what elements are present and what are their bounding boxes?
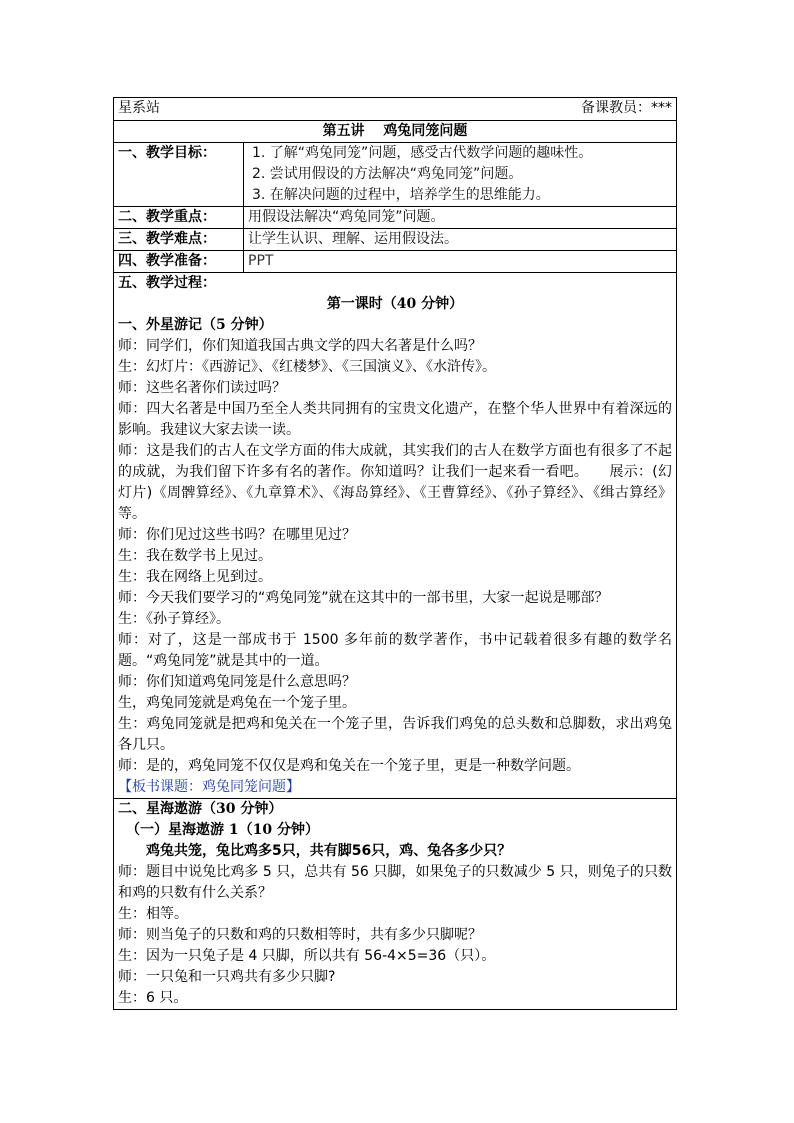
dialogue-line: 师：今天我们要学习的“鸡兔同笼”就在这其中的一部书里，大家一起说是哪部？ — [118, 590, 609, 606]
key-label: 二、教学重点： — [114, 207, 244, 229]
dialogue-line: 师：这些名著你们读过吗？ — [118, 380, 286, 396]
prep-label: 四、教学准备： — [114, 251, 244, 273]
dialogue-line: 生：因为一只兔子是 4 只脚，所以共有 56-4×5=36（只）。 — [118, 948, 496, 964]
dialogue-line: 生：6 只。 — [118, 990, 188, 1006]
goals-row — [114, 143, 677, 207]
part2-heading: 二、星海遨游（30 分钟） — [118, 801, 283, 817]
dialogue-line: 师：四大名著是中国乃至全人类共同拥有的宝贵文化遗产，在整个华人世界中有着深远的影响。我建议大家去读一读。 — [118, 401, 672, 438]
board-title: 【板书课题：鸡兔同笼问题】 — [118, 779, 300, 795]
header-cell — [114, 98, 677, 121]
difficult-value: 让学生认识、理解、运用假设法。 — [244, 229, 677, 251]
lesson-plan-sheet — [113, 97, 676, 1010]
dialogue-line: 师：对了，这是一部成书于 1500 多年前的数学著作，书中记载着很多有趣的数学名题。“鸡兔同笼”就是其中的一道。 — [118, 632, 672, 669]
title-row — [114, 121, 677, 143]
part1-heading: 一、外星游记（5 分钟） — [118, 317, 273, 333]
goal-item: 2. 尝试用假设的方法解决“鸡兔同笼”问题。 — [252, 166, 523, 182]
dialogue-line: 生：幻灯片：《西游记》、《红楼梦》、《三国演义》、《水浒传》。 — [118, 359, 496, 375]
goals-cell — [244, 143, 677, 207]
process-cell-2 — [114, 799, 677, 1010]
process-cell-1 — [114, 273, 677, 799]
dialogue-line: 师：你们见过这些书吗？在哪里见过？ — [118, 527, 356, 543]
dialogue-line: 生，鸡兔同笼就是鸡兔在一个笼子里。 — [118, 695, 356, 711]
dialogue-line: 师：这是我们的古人在文学方面的伟大成就，其实我们的古人在数学方面也有很多了不起的成就，为我们留下许多有名的著作。你知道吗？让我们一起来看一看吧。 展示：(幻灯片)《周髀算经》、《九章算术》、《海岛算经》、《王曹算经》、《孙子算经》、《缉古算经》等。 — [118, 443, 672, 522]
dialogue-line: 师：你们知道鸡兔同笼是什么意思吗？ — [118, 674, 356, 690]
dialogue-line: 师：一只兔和一只鸡共有多少只脚? — [118, 969, 336, 985]
dialogue-line: 生：鸡兔同笼就是把鸡和兔关在一个笼子里，告诉我们鸡兔的总头数和总脚数，求出鸡兔各几只。 — [118, 716, 672, 753]
dialogue-line: 生：我在数学书上见过。 — [118, 548, 272, 564]
process-row-1 — [114, 273, 677, 799]
header-row — [114, 98, 677, 121]
process-row-2 — [114, 799, 677, 1010]
process-label: 五、教学过程： — [118, 275, 216, 291]
key-value: 用假设法解决“鸡兔同笼”问题。 — [244, 207, 677, 229]
part2-subheading: （一）星海遨游 1（10 分钟） — [126, 822, 319, 838]
prep-row — [114, 251, 677, 273]
dialogue-line: 生：《孙子算经》。 — [118, 611, 230, 627]
goal-item: 3. 在解决问题的过程中，培养学生的思维能力。 — [252, 187, 550, 203]
dialogue-line: 师：是的，鸡兔同笼不仅仅是鸡和兔关在一个笼子里，更是一种数学问题。 — [118, 758, 580, 774]
difficult-label: 三、教学难点： — [114, 229, 244, 251]
problem-statement: 鸡兔共笼，兔比鸡多5只，共有脚56只，鸡、兔各多少只？ — [146, 843, 512, 859]
dialogue-line: 生：我在网络上见到过。 — [118, 569, 272, 585]
lesson-period: 第一课时（40 分钟） — [326, 296, 464, 312]
dialogue-line: 师：题目中说兔比鸡多 5 只，总共有 56 只脚，如果兔子的只数减少 5 只，则兔子的只数和鸡的只数有什么关系？ — [118, 864, 672, 901]
teacher-label: 备课教员：*** — [581, 100, 672, 116]
site-name: 星系站 — [118, 100, 160, 116]
difficult-row — [114, 229, 677, 251]
key-row — [114, 207, 677, 229]
dialogue-line: 生：相等。 — [118, 906, 188, 922]
goal-item: 1. 了解“鸡兔同笼”问题，感受古代数学问题的趣味性。 — [252, 145, 593, 161]
goals-label: 一、教学目标： — [114, 143, 244, 207]
dialogue-line: 师：则当兔子的只数和鸡的只数相等时，共有多少只脚呢？ — [118, 927, 482, 943]
dialogue-line: 师：同学们，你们知道我国古典文学的四大名著是什么吗？ — [118, 338, 482, 354]
lesson-title: 第五讲 鸡兔同笼问题 — [114, 121, 677, 143]
lesson-plan-table — [113, 97, 677, 1010]
prep-value: PPT — [244, 251, 677, 273]
